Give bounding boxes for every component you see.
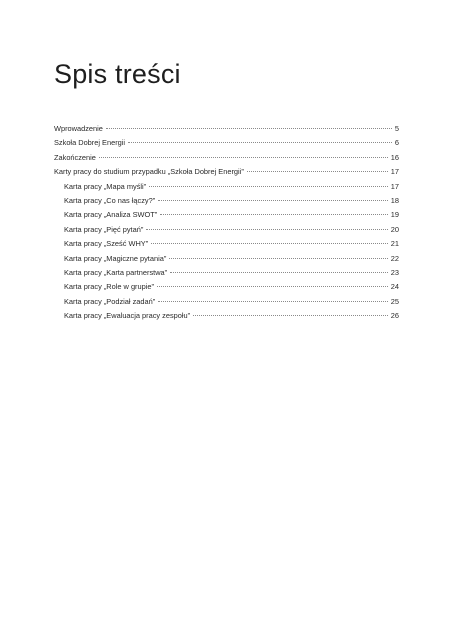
toc-entry-label: Karta pracy „Role w grupie” xyxy=(64,282,154,292)
toc-entry-label: Karta pracy „Co nas łączy?” xyxy=(64,195,156,205)
toc-subentry[interactable] xyxy=(54,180,399,194)
toc-subentry[interactable] xyxy=(54,280,399,294)
toc-page-number: 26 xyxy=(390,311,399,321)
toc-entry-label: Karta pracy „Ewaluacja pracy zespołu” xyxy=(64,311,191,321)
toc-dot-leader xyxy=(149,186,388,187)
toc-entry-label: Wprowadzenie xyxy=(54,124,103,133)
toc-dot-leader xyxy=(99,157,388,158)
toc-page-number: 17 xyxy=(390,181,399,191)
toc-page-number: 19 xyxy=(390,210,399,220)
toc-dot-leader xyxy=(169,258,387,259)
toc-entry[interactable] xyxy=(54,165,399,179)
toc-subentry[interactable] xyxy=(54,309,399,323)
toc-subentry[interactable] xyxy=(54,237,399,251)
toc-page-number: 16 xyxy=(390,152,399,162)
toc-entry[interactable] xyxy=(54,151,399,165)
toc-entry-label: Karta pracy „Analiza SWOT” xyxy=(64,210,158,220)
toc-dot-leader xyxy=(106,128,392,129)
toc-entry-label: Zakończenie xyxy=(54,152,96,162)
toc-subentry[interactable] xyxy=(54,223,399,237)
toc-entry-label: Szkoła Dobrej Energii xyxy=(54,138,126,148)
toc-dot-leader xyxy=(247,171,388,172)
toc-entry-label: Karty pracy do studium przypadku „Szkoła Dobrej Energii” xyxy=(54,167,244,177)
toc-page-number: 24 xyxy=(390,282,399,292)
toc-entry[interactable] xyxy=(54,122,399,136)
toc-entry-label: Karta pracy „Mapa myśli” xyxy=(64,181,147,191)
toc-page-number: 20 xyxy=(390,224,399,234)
toc-subentry[interactable] xyxy=(54,208,399,222)
toc-page-number: 18 xyxy=(390,195,399,205)
toc-subentry[interactable] xyxy=(54,295,399,309)
toc-entry-label: Karta pracy „Magiczne pytania” xyxy=(64,253,167,263)
toc-dot-leader xyxy=(158,200,388,201)
toc-entry-label: Karta pracy „Pięć pytań” xyxy=(64,224,144,234)
toc-dot-leader xyxy=(170,272,388,273)
toc-page-number: 25 xyxy=(390,296,399,306)
toc-subentry[interactable] xyxy=(54,266,399,280)
toc-page-number: 5 xyxy=(394,124,399,133)
toc-subentry[interactable] xyxy=(54,194,399,208)
toc-dot-leader xyxy=(160,214,388,215)
toc-page-number: 17 xyxy=(390,167,399,177)
toc-dot-leader xyxy=(157,286,388,287)
toc-entry-label: Karta pracy „Podział zadań” xyxy=(64,296,156,306)
table-of-contents xyxy=(54,122,399,323)
toc-page-number: 23 xyxy=(390,267,399,277)
page-title: Spis treści xyxy=(54,59,181,89)
toc-page-number: 6 xyxy=(394,138,399,148)
toc-dot-leader xyxy=(146,229,387,230)
toc-entry[interactable] xyxy=(54,136,399,150)
toc-entry-label: Karta pracy „Karta partnerstwa” xyxy=(64,267,168,277)
toc-entry-label: Karta pracy „Sześć WHY” xyxy=(64,239,149,249)
toc-dot-leader xyxy=(193,315,388,316)
toc-subentry[interactable] xyxy=(54,252,399,266)
toc-page-number: 22 xyxy=(390,253,399,263)
toc-page-number: 21 xyxy=(390,239,399,249)
toc-dot-leader xyxy=(158,301,388,302)
toc-dot-leader xyxy=(151,243,388,244)
toc-dot-leader xyxy=(128,142,392,143)
